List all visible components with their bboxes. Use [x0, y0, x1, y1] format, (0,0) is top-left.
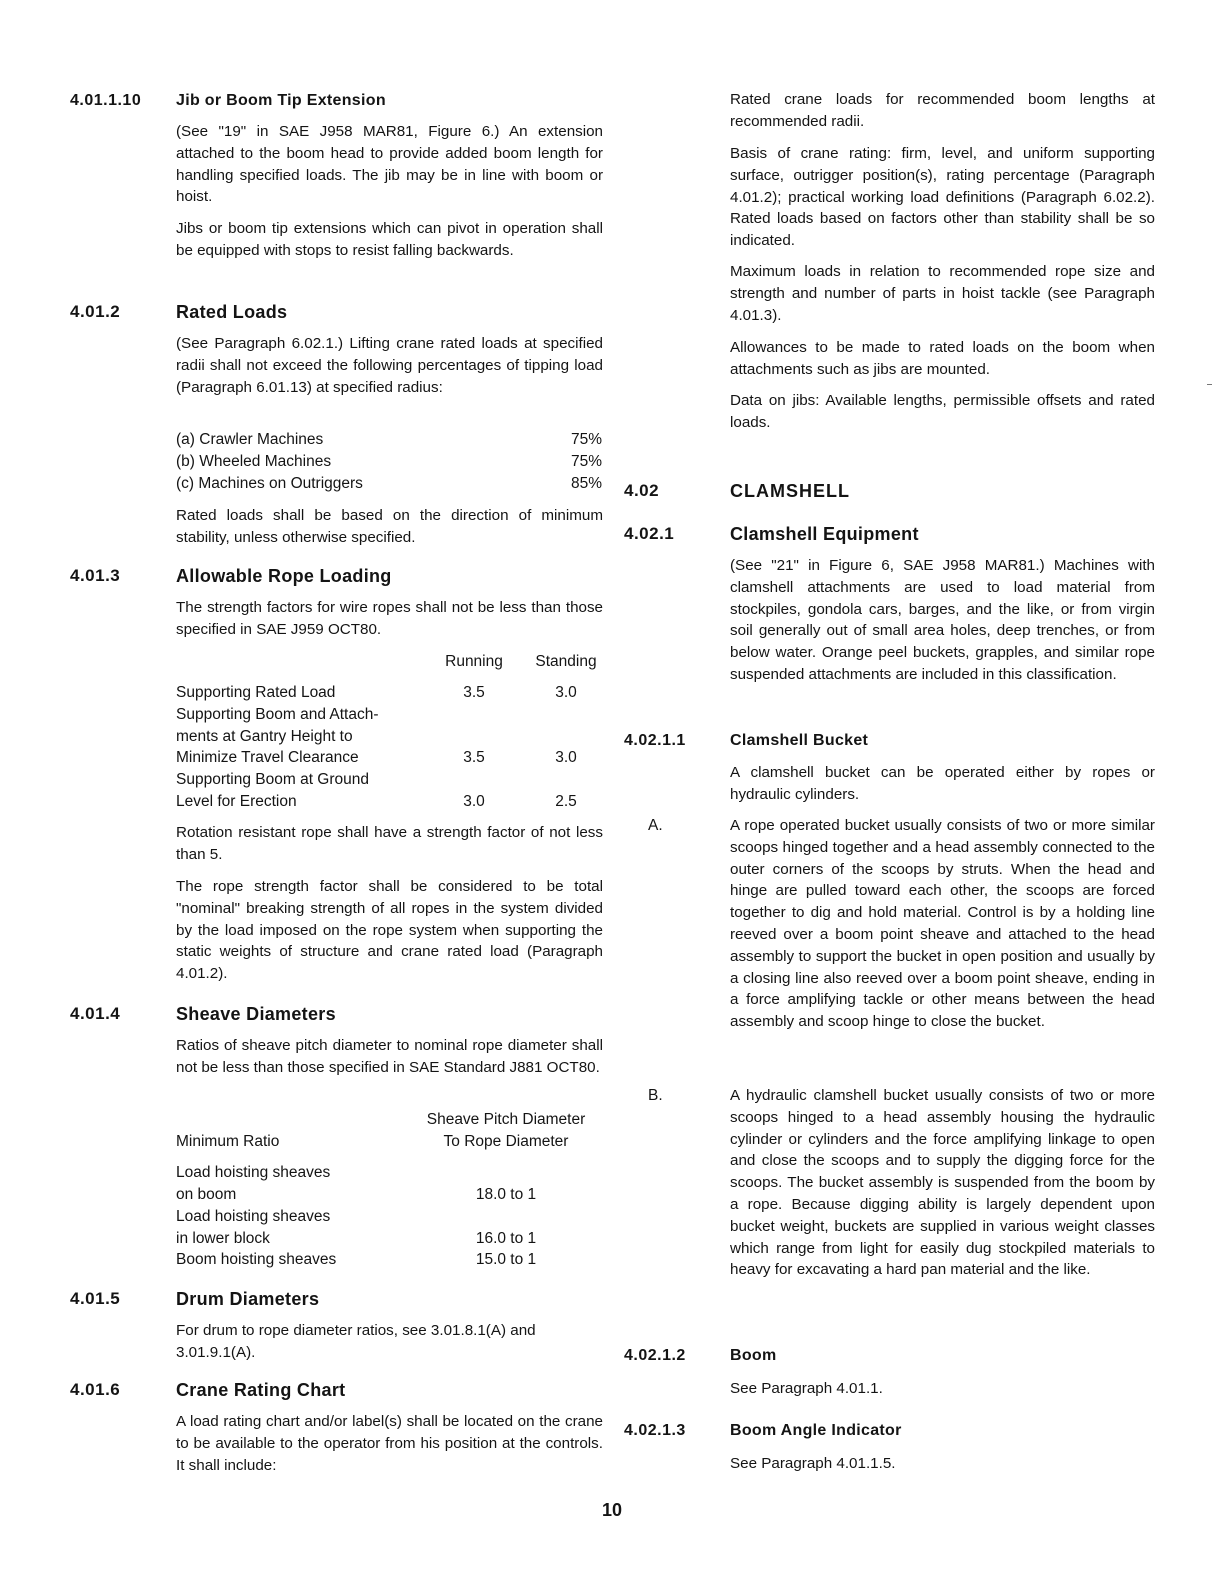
rated-load-item-label: (c) Machines on Outriggers — [176, 475, 363, 492]
page-number: 10 — [602, 1500, 623, 1520]
column-header-minimum-ratio: Minimum Ratio — [176, 1133, 280, 1150]
section-title-boom: Boom — [730, 1347, 777, 1364]
section-number-4-01-2: 4.01.2 — [70, 302, 121, 321]
section-title-rated-loads: Rated Loads — [176, 302, 288, 322]
section-title-boom-angle-indicator: Boom Angle Indicator — [730, 1422, 902, 1439]
rope-table-standing: 3.0 — [555, 749, 577, 766]
paragraph-rope-operated-bucket: A rope operated bucket usually consists of two or more similar scoops hinged together and a head assembly connected to the outer corners of the scoops by struts. When the head and hinge are pulled toward each other, the scoops are forced together to dig and hold material. Control is by a holding line reeved over a boom point sheave and attached to the head assembly to support the bucket in open position and usually by a closing line also reeved over a boom point sheave, ending in a force amplifying tackle or other means between the head assembly and scoop hinge to close the bucket. — [730, 817, 1155, 1031]
rating-chart-item: Maximum loads in relation to recommended rope size and strength and number of parts in hoist tackle (see Paragraph 4.01.3). — [730, 263, 1155, 324]
sheave-table-row-label: on boom — [176, 1186, 237, 1203]
section-title-crane-rating-chart: Crane Rating Chart — [176, 1380, 346, 1400]
paragraph-clamshell-bucket-intro: A clamshell bucket can be operated either by ropes or hydraulic cylinders. — [730, 764, 1155, 803]
rating-chart-item: Data on jibs: Available lengths, permissible offsets and rated loads. — [730, 392, 1155, 431]
section-title-clamshell-bucket: Clamshell Bucket — [730, 732, 869, 749]
rated-load-item-value: 85% — [570, 475, 602, 492]
sheave-table-row-label: Load hoisting sheaves — [176, 1164, 331, 1181]
rating-chart-item: Basis of crane rating: firm, level, and uniform supporting surface, outrigger position(s), rating percentage (Paragraph 4.01.2); practical working load definitions (Paragraph 6.02.2). Rated loads based on factors other than stability shall be so indicated. — [730, 145, 1155, 250]
section-title-drum-diameters: Drum Diameters — [176, 1289, 320, 1309]
rope-table-running: 3.5 — [463, 749, 485, 766]
sheave-table-row-label: Load hoisting sheaves — [176, 1208, 331, 1225]
section-number-4-01-6: 4.01.6 — [70, 1380, 121, 1399]
rope-table-row-label: ments at Gantry Height to — [176, 728, 353, 745]
rope-table-row-label: Level for Erection — [176, 793, 297, 810]
list-marker-a: A. — [648, 817, 663, 834]
column-header-rope-diameter: To Rope Diameter — [443, 1133, 569, 1150]
paragraph-rated-loads-direction: Rated loads shall be based on the direction of minimum stability, unless otherwise specified. — [176, 507, 603, 546]
section-number-4-01-5: 4.01.5 — [70, 1289, 121, 1308]
section-number-4-01-3: 4.01.3 — [70, 566, 121, 585]
rating-chart-item: Rated crane loads for recommended boom lengths at recommended radii. — [730, 91, 1155, 130]
rope-table-row-label: Supporting Boom at Ground — [176, 771, 370, 788]
column-header-sheave-pitch: Sheave Pitch Diameter — [426, 1111, 586, 1128]
sheave-table-row-label: Boom hoisting sheaves — [176, 1251, 337, 1268]
paragraph-sheave-ratios: Ratios of sheave pitch diameter to nominal rope diameter shall not be less than those specified in SAE Standard J881 OCT80. — [176, 1037, 603, 1076]
paragraph-rating-chart-intro: A load rating chart and/or label(s) shall be located on the crane to be available to the operator from his position at the controls. It shall include: — [176, 1413, 603, 1474]
section-title-clamshell-equipment: Clamshell Equipment — [730, 524, 919, 544]
paragraph-drum-ratios: For drum to rope diameter ratios, see 3.01.8.1(A) and 3.01.9.1(A). — [176, 1322, 536, 1361]
section-number-4-01-4: 4.01.4 — [70, 1004, 121, 1023]
paragraph-jib-stops: Jibs or boom tip extensions which can pivot in operation shall be equipped with stops to resist falling backwards. — [176, 220, 603, 259]
paragraph-rope-strength-factors: The strength factors for wire ropes shall not be less than those specified in SAE J959 OCT80. — [176, 599, 603, 638]
list-marker-b: B. — [648, 1087, 663, 1104]
rope-table-running: 3.5 — [463, 684, 485, 701]
rope-table-row-label: Supporting Rated Load — [176, 684, 336, 701]
section-number-4-02-1-2: 4.02.1.2 — [624, 1347, 686, 1364]
section-number-4-02-1-1: 4.02.1.1 — [624, 732, 686, 749]
paragraph-boom-reference: See Paragraph 4.01.1. — [730, 1380, 883, 1397]
column-header-running: Running — [445, 653, 503, 670]
paragraph-hydraulic-bucket: A hydraulic clamshell bucket usually consists of two or more scoops hinged to a head assembly housing the hydraulic cylinder or cylinders and the force amplifying linkage to open and close the scoops and to supply the digging force for the scoops. The bucket assembly is suspended from the boom by a rope. Because digging ability is largely dependent upon bucket weight, buckets are supplied in various weight classes which range from light for easily dug stockpiled materials to heavy for excavating a hard pan material and the like. — [730, 1087, 1155, 1279]
sheave-table-row-label: in lower block — [176, 1230, 270, 1247]
sheave-table-value: 15.0 to 1 — [475, 1251, 537, 1268]
paragraph-boom-angle-reference: See Paragraph 4.01.1.5. — [730, 1455, 896, 1472]
paragraph-rotation-resistant: Rotation resistant rope shall have a strength factor of not less than 5. — [176, 824, 603, 863]
paragraph-jib-definition: (See "19" in SAE J958 MAR81, Figure 6.) An extension attached to the boom head to provide added boom length for handling specified loads. The jib may be in line with boom or hoist. — [176, 123, 603, 206]
rope-table-row-label: Minimize Travel Clearance — [176, 749, 359, 766]
rated-load-item-label: (b) Wheeled Machines — [176, 453, 332, 470]
column-header-standing: Standing — [535, 653, 597, 670]
rope-table-row-label: Supporting Boom and Attach- — [176, 706, 379, 723]
paragraph-rope-strength-definition: The rope strength factor shall be considered to be total "nominal" breaking strength of all ropes in the system divided by the load imposed on the rope system when supporting the static weights of structure and crane rated load (Paragraph 4.01.2). — [176, 878, 603, 983]
section-number-4-02-1: 4.02.1 — [624, 524, 675, 543]
rope-table-standing: 2.5 — [555, 793, 577, 810]
section-number-4-02: 4.02 — [624, 481, 660, 500]
sheave-table-value: 16.0 to 1 — [475, 1230, 537, 1247]
section-title-clamshell: CLAMSHELL — [730, 481, 850, 501]
section-title-allowable-rope-loading: Allowable Rope Loading — [176, 566, 392, 586]
rated-load-item-label: (a) Crawler Machines — [176, 431, 324, 448]
rope-table-standing: 3.0 — [555, 684, 577, 701]
paragraph-clamshell-equipment: (See "21" in Figure 6, SAE J958 MAR81.) Machines with clamshell attachments are used to load material from stockpiles, gondola cars, barges, and the like, or from virgin soil generally out of small area holes, deep trenches, or from below water. Orange peel buckets, grapples, and similar rope suspended attachments are included in this classification. — [730, 557, 1155, 683]
section-number-4-02-1-3: 4.02.1.3 — [624, 1422, 686, 1439]
sheave-table-value: 18.0 to 1 — [475, 1186, 537, 1203]
scan-mark — [1207, 384, 1212, 385]
rope-table-running: 3.0 — [463, 793, 485, 810]
paragraph-rated-loads-intro: (See Paragraph 6.02.1.) Lifting crane rated loads at specified radii shall not exceed the following percentages of tipping load (Paragraph 6.01.13) at specified radius: — [176, 335, 603, 396]
rating-chart-item: Allowances to be made to rated loads on the boom when attachments such as jibs are mounted. — [730, 339, 1155, 378]
rated-load-item-value: 75% — [570, 453, 602, 470]
rated-load-item-value: 75% — [570, 431, 602, 448]
section-title-jib-extension: Jib or Boom Tip Extension — [176, 92, 386, 109]
section-number-4-01-1-10: 4.01.1.10 — [70, 92, 142, 109]
section-title-sheave-diameters: Sheave Diameters — [176, 1004, 336, 1024]
